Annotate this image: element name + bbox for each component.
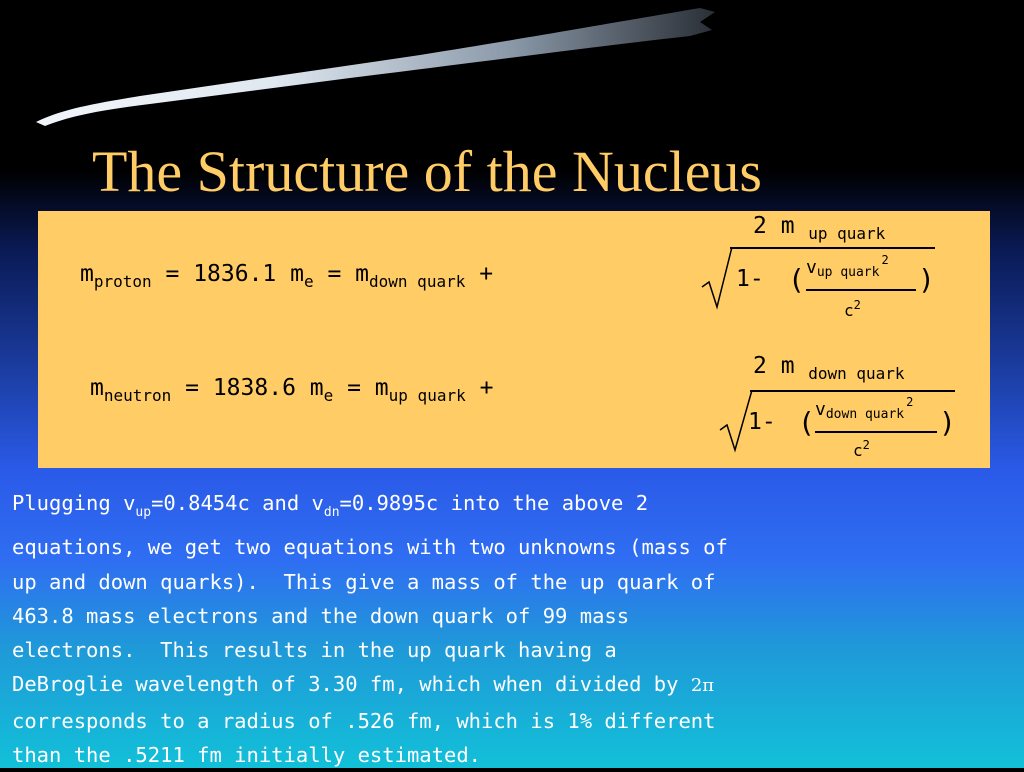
velocity-squared: 2 [881,253,889,267]
line-3: up and down quarks). This give a mass of the up quark of [12,569,716,594]
velocity-fraction-line [815,431,937,433]
v-up-subscript: up [135,505,152,520]
proton-numerator [753,213,886,243]
line-7: corresponds to a radius of .526 fm, which is 1% different [12,708,716,733]
neutron-equation-lhs [90,375,493,405]
two-m: 2 m [753,213,795,239]
close-paren: ) [939,406,956,439]
proton-c [844,298,861,320]
neutron-c [853,438,870,460]
velocity-v: v [806,257,817,278]
velocity-fraction-line [806,289,916,291]
v-dn-subscript: dn [323,505,340,520]
mass-symbol: m [80,261,94,287]
slide-title: The Structure of the Nucleus [92,139,763,204]
swoosh-shape [36,8,715,126]
neutron-fraction-line [750,390,955,392]
numerator-subscript: down quark [808,364,905,383]
two-pi: 2π [690,675,715,697]
line-1-end: =0.9895c into the above 2 [339,491,649,515]
equation-box [38,211,990,468]
proton-value: = 1836.1 m [151,261,304,287]
mass-symbol: m [90,375,104,401]
line-6 [12,672,714,696]
c-squared: 2 [862,438,870,452]
neutron-subscript: neutron [103,386,172,405]
neutron-numerator [753,353,905,383]
neutron-value: = 1838.6 m [171,375,324,401]
line-6-text: DeBroglie wavelength of 3.30 fm, which when divided by [12,672,691,697]
velocity-squared: 2 [906,395,914,409]
open-paren: ( [798,406,815,439]
electron-subscript: e [303,272,314,291]
line-1 [12,491,649,520]
speed-c: c [853,441,863,460]
electron-subscript: e [323,386,334,405]
equals-m: = m [333,375,389,401]
open-paren: ( [788,263,805,296]
velocity-subscript: up quark [816,265,880,280]
close-paren: ) [918,263,935,296]
proton-one-minus: 1- [736,266,764,292]
swoosh-decoration [0,0,1024,140]
proton-equation-lhs [80,261,493,291]
line-4: 463.8 mass electrons and the down quark of 99 mass [12,603,630,628]
proton-velocity [806,253,889,280]
line-5: electrons. This results in the up quark having a [12,638,617,663]
proton-subscript: proton [93,272,152,291]
plus-sign: + [465,375,494,401]
line-2: equations, we get two equations with two unknowns (mass of [12,535,728,560]
speed-c: c [844,301,854,320]
velocity-v: v [815,399,826,420]
down-quark-subscript: down quark [369,272,466,291]
c-squared: 2 [853,298,861,312]
two-m: 2 m [753,353,795,379]
line-1-middle: =0.8454c and v [151,491,324,515]
velocity-subscript: down quark [825,407,905,422]
up-quark-subscript: up quark [388,386,466,405]
numerator-subscript: up quark [808,224,886,243]
sqrt-symbol [700,247,734,311]
line-8: than the .5211 fm initially estimated. [12,743,481,768]
plus-sign: + [465,261,494,287]
neutron-one-minus: 1- [748,409,776,435]
neutron-velocity [815,395,914,422]
line-1-start: Plugging v [12,491,136,515]
explanation-paragraph [12,486,1012,772]
proton-fraction-line [730,247,935,249]
equals-m: = m [313,261,370,287]
